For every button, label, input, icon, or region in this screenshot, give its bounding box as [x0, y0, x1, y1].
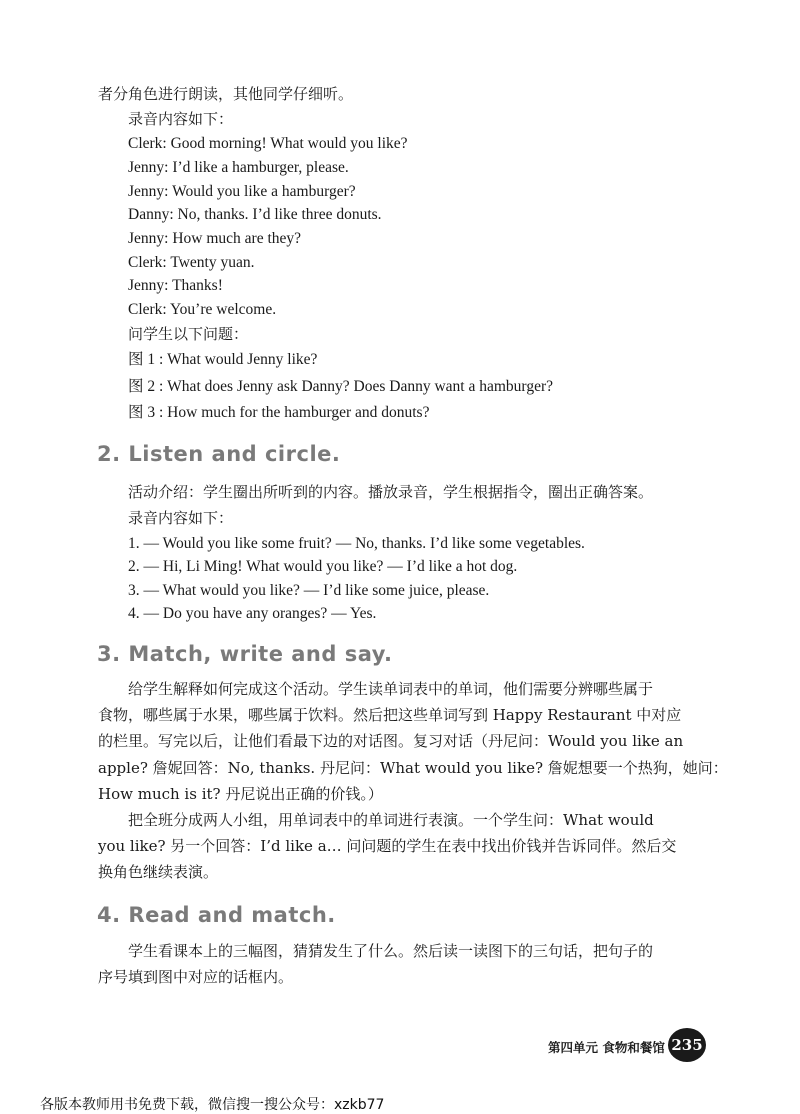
- paragraph-line: 学生看课本上的三幅图，猜猜发生了什么。然后读一读图下的三句话，把句子的: [128, 942, 654, 960]
- paragraph-line: 换角色继续表演。: [98, 863, 219, 881]
- page-number-badge: 235: [668, 1028, 706, 1062]
- dialogue-line: Jenny: I’d like a hamburger, please.: [128, 159, 349, 176]
- section-heading-read-and-match: 4. Read and match.: [97, 903, 336, 927]
- listen-item: 1. — Would you like some fruit? — No, thanks. I’d like some vegetables.: [128, 535, 585, 552]
- question-item: 图 1 : What would Jenny like?: [128, 351, 318, 368]
- listen-item: 4. — Do you have any oranges? — Yes.: [128, 605, 377, 622]
- dialogue-line: Jenny: Would you like a hamburger?: [128, 183, 356, 200]
- dialogue-line: Clerk: Good morning! What would you like?: [128, 135, 408, 152]
- section-heading-listen-and-circle: 2. Listen and circle.: [97, 442, 341, 466]
- questions-label: 问学生以下问题：: [128, 325, 249, 343]
- paragraph-line: 的栏里。写完以后，让他们看最下边的对话图。复习对话（丹尼问：Would you like an: [98, 732, 684, 750]
- section-heading-match-write-say: 3. Match, write and say.: [97, 642, 393, 666]
- paragraph-line: 食物，哪些属于水果，哪些属于饮料。然后把这些单词写到 Happy Restaurant 中对应: [98, 706, 682, 724]
- activity-description: 活动介绍：学生圈出所听到的内容。播放录音，学生根据指令，圈出正确答案。: [128, 483, 654, 501]
- paragraph-line: you like? 另一个回答：I’d like a… 问问题的学生在表中找出价钱并告诉同伴。然后交: [98, 837, 677, 855]
- recording-label: 录音内容如下：: [128, 110, 234, 128]
- intro-continuation: 者分角色进行朗读，其他同学仔细听。: [98, 85, 354, 103]
- watermark-text: 各版本教师用书免费下载，微信搜一搜公众号：xzkb77: [40, 1097, 385, 1113]
- paragraph-line: How much is it? 丹尼说出正确的价钱。）: [98, 785, 383, 803]
- dialogue-line: Jenny: How much are they?: [128, 230, 302, 247]
- dialogue-line: Clerk: You’re welcome.: [128, 301, 277, 318]
- listen-item: 3. — What would you like? — I’d like some juice, please.: [128, 582, 490, 599]
- listen-item: 2. — Hi, Li Ming! What would you like? — I’d like a hot dog.: [128, 558, 518, 575]
- dialogue-line: Clerk: Twenty yuan.: [128, 254, 255, 271]
- question-item: 图 2 : What does Jenny ask Danny? Does Danny want a hamburger?: [128, 378, 553, 395]
- paragraph-line: 给学生解释如何完成这个活动。学生读单词表中的单词，他们需要分辨哪些属于: [128, 680, 654, 698]
- paragraph-line: apple? 詹妮回答：No, thanks. 丹尼问：What would you like? 詹妮想要一个热狗，她问：: [98, 759, 728, 777]
- paragraph-line: 序号填到图中对应的话框内。: [98, 968, 294, 986]
- dialogue-line: Danny: No, thanks. I’d like three donuts.: [128, 206, 382, 223]
- question-item: 图 3 : How much for the hamburger and donuts?: [128, 404, 430, 421]
- paragraph-line: 把全班分成两人小组，用单词表中的单词进行表演。一个学生问：What would: [128, 811, 654, 829]
- dialogue-line: Jenny: Thanks!: [128, 277, 223, 294]
- footer-unit-label: 第四单元 食物和餐馆: [548, 1040, 665, 1055]
- recording-label: 录音内容如下：: [128, 509, 234, 527]
